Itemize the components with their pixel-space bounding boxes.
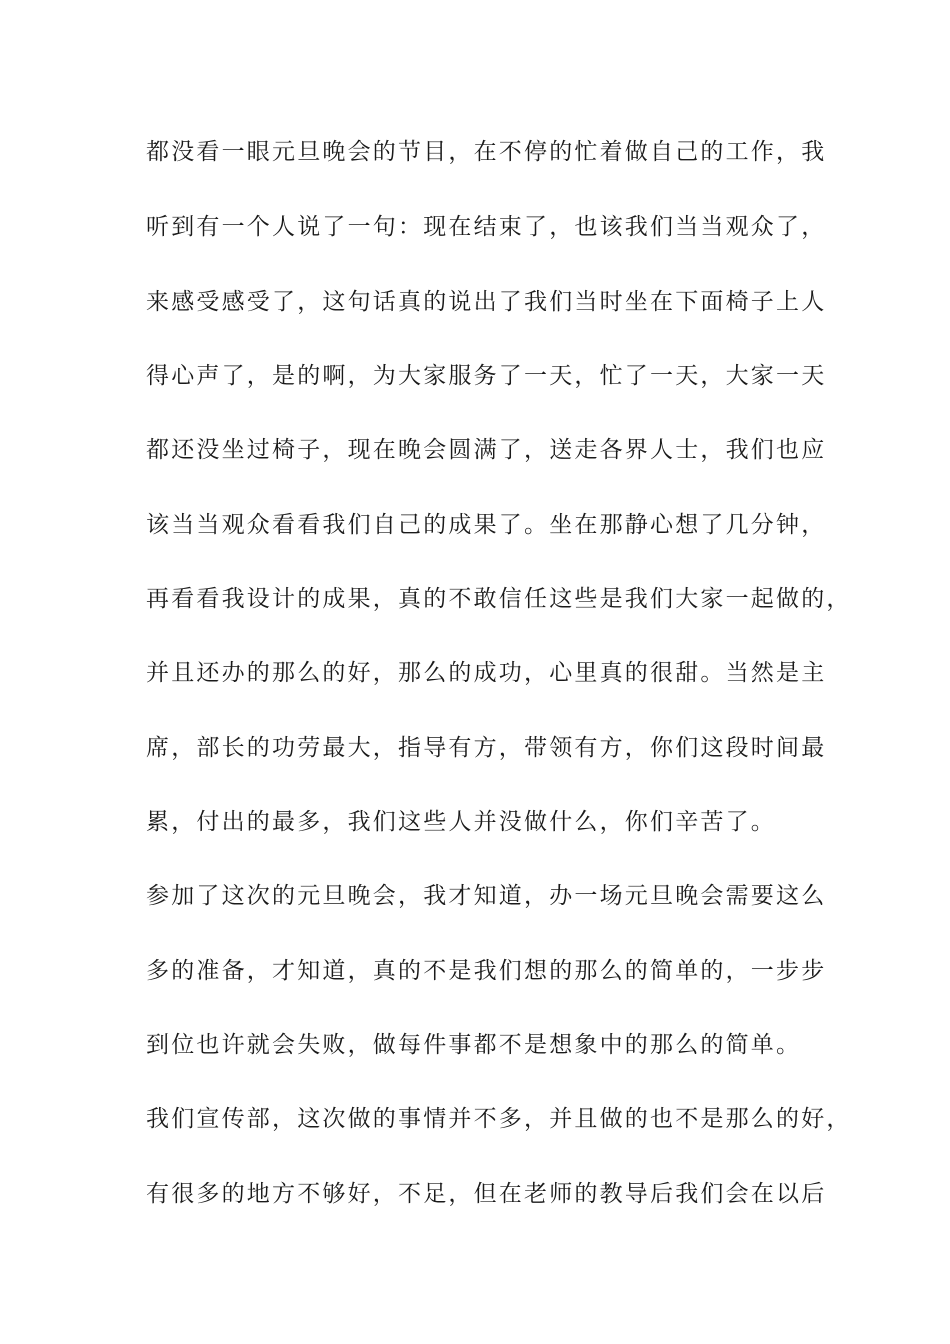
- text-line: 来感受感受了，这句话真的说出了我们当时坐在下面椅子上人: [146, 289, 827, 315]
- text-line: 并且还办的那么的好，那么的成功，心里真的很甜。当然是主: [146, 660, 827, 686]
- text-line: 该当当观众看看我们自己的成果了。坐在那静心想了几分钟，: [146, 512, 827, 538]
- text-line: 听到有一个人说了一句：现在结束了，也该我们当当观众了，: [146, 214, 827, 240]
- text-line: 到位也许就会失败，做每件事都不是想象中的那么的简单。: [146, 1032, 802, 1058]
- text-line: 有很多的地方不够好，不足，但在老师的教导后我们会在以后: [146, 1181, 827, 1207]
- text-line: 再看看我设计的成果，真的不敢信任这些是我们大家一起做的，: [146, 586, 852, 612]
- text-line: 累，付出的最多，我们这些人并没做什么，你们辛苦了。: [146, 809, 776, 835]
- text-line: 席，部长的功劳最大，指导有方，带领有方，你们这段时间最: [146, 735, 827, 761]
- text-line: 得心声了，是的啊，为大家服务了一天，忙了一天，大家一天: [146, 363, 827, 389]
- text-line: 多的准备，才知道，真的不是我们想的那么的简单的，一步步: [146, 958, 827, 984]
- text-line: 都没看一眼元旦晚会的节目，在不停的忙着做自己的工作，我: [146, 139, 827, 165]
- text-line: 我们宣传部，这次做的事情并不多，并且做的也不是那么的好，: [146, 1106, 852, 1132]
- text-line: 参加了这次的元旦晚会，我才知道，办一场元旦晚会需要这么: [146, 883, 827, 909]
- text-line: 都还没坐过椅子，现在晚会圆满了，送走各界人士，我们也应: [146, 437, 827, 463]
